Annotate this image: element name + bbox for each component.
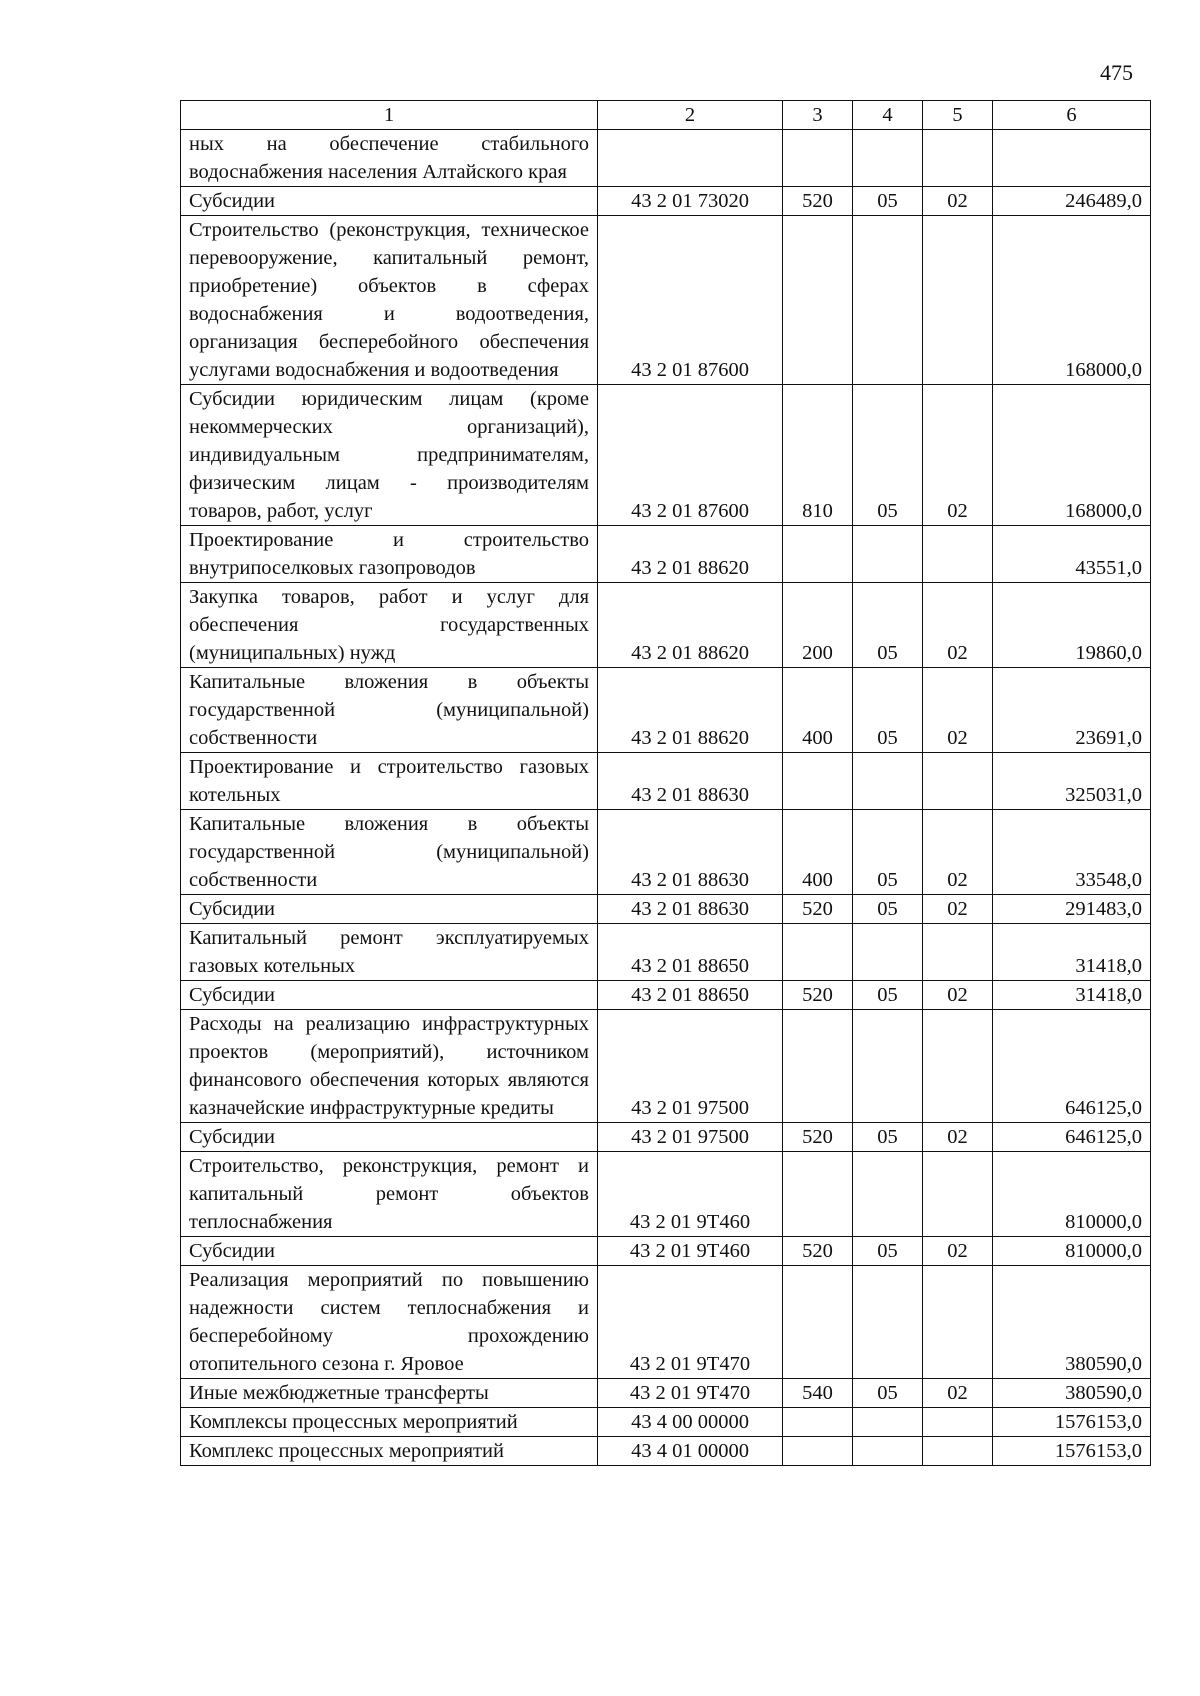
row-description-cell: Капитальные вложения в объекты государственной (муниципальной) собственности [181,810,598,895]
row-column-3-cell: 400 [783,668,853,753]
row-amount-cell: 380590,0 [993,1379,1151,1408]
row-column-4-cell: 05 [853,385,923,526]
row-column-3-cell [783,1010,853,1123]
row-amount-cell: 810000,0 [993,1237,1151,1266]
row-code-cell: 43 4 00 00000 [598,1408,783,1437]
row-amount-cell: 43551,0 [993,526,1151,583]
row-amount-cell: 1576153,0 [993,1408,1151,1437]
row-description-cell: Субсидии [181,1123,598,1152]
row-code-cell: 43 2 01 87600 [598,385,783,526]
row-amount-cell: 23691,0 [993,668,1151,753]
row-column-5-cell: 02 [923,385,993,526]
row-amount-cell: 19860,0 [993,583,1151,668]
row-column-4-cell [853,526,923,583]
row-description-cell: Проектирование и строительство газовых котельных [181,753,598,810]
column-header-5: 5 [923,101,993,130]
row-code-cell: 43 2 01 9Т460 [598,1237,783,1266]
column-header-4: 4 [853,101,923,130]
row-column-4-cell: 05 [853,668,923,753]
row-amount-cell: 646125,0 [993,1010,1151,1123]
row-column-5-cell [923,1437,993,1466]
table-row [181,668,1151,753]
row-column-5-cell [923,1408,993,1437]
row-column-3-cell [783,216,853,385]
row-column-4-cell [853,753,923,810]
row-description-cell: Субсидии юридическим лицам (кроме некоммерческих организаций), индивидуальным предпринимателям, физическим лицам - производителям товаров, работ, услуг [181,385,598,526]
row-column-3-cell: 200 [783,583,853,668]
table-row [181,810,1151,895]
row-description-cell: Капитальный ремонт эксплуатируемых газовых котельных [181,924,598,981]
row-column-3-cell [783,924,853,981]
table-row [181,1237,1151,1266]
table-row [181,583,1151,668]
table-row [181,187,1151,216]
row-column-4-cell: 05 [853,1379,923,1408]
row-amount-cell: 1576153,0 [993,1437,1151,1466]
row-code-cell: 43 2 01 88620 [598,668,783,753]
row-column-3-cell: 520 [783,187,853,216]
row-code-cell: 43 2 01 88630 [598,810,783,895]
row-column-5-cell: 02 [923,810,993,895]
row-code-cell: 43 2 01 88650 [598,924,783,981]
row-code-cell: 43 2 01 9Т470 [598,1379,783,1408]
row-amount-cell [993,130,1151,187]
table-row [181,526,1151,583]
table-row [181,981,1151,1010]
budget-table [180,100,1151,1466]
row-column-5-cell: 02 [923,981,993,1010]
row-amount-cell: 646125,0 [993,1123,1151,1152]
row-description-cell: Строительство (реконструкция, техническое перевооружение, капитальный ремонт, приобретение) объектов в сферах водоснабжения и водоотведения, организация бесперебойного обеспечения услугами водоснабжения и водоотведения [181,216,598,385]
row-column-5-cell [923,130,993,187]
table-row [181,1437,1151,1466]
row-description-cell: Комплекс процессных мероприятий [181,1437,598,1466]
row-amount-cell: 291483,0 [993,895,1151,924]
row-column-5-cell: 02 [923,1123,993,1152]
table-row [181,753,1151,810]
row-amount-cell: 31418,0 [993,924,1151,981]
row-description-cell: Проектирование и строительство внутрипоселковых газопроводов [181,526,598,583]
row-column-4-cell [853,1408,923,1437]
row-description-cell: Расходы на реализацию инфраструктурных проектов (мероприятий), источником финансового обеспечения которых являются казначейские инфраструктурные кредиты [181,1010,598,1123]
page-number: 475 [1100,60,1133,85]
table-row [181,895,1151,924]
table-row [181,1152,1151,1237]
row-column-3-cell [783,1266,853,1379]
row-column-4-cell [853,216,923,385]
row-code-cell: 43 2 01 88620 [598,526,783,583]
row-amount-cell: 33548,0 [993,810,1151,895]
row-column-3-cell: 520 [783,981,853,1010]
row-description-cell: Субсидии [181,187,598,216]
row-description-cell: Субсидии [181,1237,598,1266]
table-row [181,1266,1151,1379]
row-column-3-cell [783,526,853,583]
row-description-cell: Субсидии [181,895,598,924]
column-header-3: 3 [783,101,853,130]
row-code-cell: 43 2 01 9Т460 [598,1152,783,1237]
row-amount-cell: 246489,0 [993,187,1151,216]
column-header-2: 2 [598,101,783,130]
row-amount-cell: 380590,0 [993,1266,1151,1379]
column-header-1: 1 [181,101,598,130]
row-column-3-cell [783,1437,853,1466]
table-row [181,1408,1151,1437]
row-column-5-cell: 02 [923,583,993,668]
row-column-5-cell: 02 [923,668,993,753]
row-code-cell: 43 2 01 97500 [598,1123,783,1152]
row-column-4-cell [853,924,923,981]
row-description-cell: Капитальные вложения в объекты государственной (муниципальной) собственности [181,668,598,753]
row-code-cell: 43 2 01 87600 [598,216,783,385]
row-column-5-cell [923,526,993,583]
row-column-5-cell: 02 [923,1237,993,1266]
table-row [181,1379,1151,1408]
row-column-4-cell [853,1010,923,1123]
row-column-5-cell [923,1266,993,1379]
row-column-4-cell: 05 [853,981,923,1010]
row-amount-cell: 325031,0 [993,753,1151,810]
row-column-4-cell: 05 [853,810,923,895]
row-column-5-cell [923,753,993,810]
table-row [181,1010,1151,1123]
row-description-cell: Комплексы процессных мероприятий [181,1408,598,1437]
row-column-5-cell [923,924,993,981]
row-code-cell: 43 2 01 9Т470 [598,1266,783,1379]
row-column-3-cell: 520 [783,895,853,924]
row-column-4-cell: 05 [853,895,923,924]
row-code-cell: 43 2 01 73020 [598,187,783,216]
row-amount-cell: 168000,0 [993,216,1151,385]
row-column-5-cell: 02 [923,187,993,216]
row-column-4-cell: 05 [853,1123,923,1152]
row-column-3-cell [783,1408,853,1437]
row-column-5-cell: 02 [923,895,993,924]
row-column-5-cell [923,216,993,385]
row-amount-cell: 168000,0 [993,385,1151,526]
row-code-cell: 43 2 01 97500 [598,1010,783,1123]
row-column-3-cell: 540 [783,1379,853,1408]
row-column-4-cell: 05 [853,583,923,668]
row-column-4-cell [853,1152,923,1237]
row-column-3-cell [783,130,853,187]
row-description-cell: Закупка товаров, работ и услуг для обеспечения государственных (муниципальных) нужд [181,583,598,668]
row-column-4-cell [853,1266,923,1379]
table-row [181,385,1151,526]
column-number-row [181,101,1151,130]
row-amount-cell: 810000,0 [993,1152,1151,1237]
row-column-5-cell [923,1152,993,1237]
row-column-4-cell [853,1437,923,1466]
row-column-3-cell [783,753,853,810]
row-amount-cell: 31418,0 [993,981,1151,1010]
row-code-cell [598,130,783,187]
column-header-6: 6 [993,101,1151,130]
row-description-cell: Реализация мероприятий по повышению надежности систем теплоснабжения и бесперебойному прохождению отопительного сезона г. Яровое [181,1266,598,1379]
row-column-3-cell: 400 [783,810,853,895]
row-description-cell: ных на обеспечение стабильного водоснабжения населения Алтайского края [181,130,598,187]
row-description-cell: Иные межбюджетные трансферты [181,1379,598,1408]
row-code-cell: 43 2 01 88630 [598,895,783,924]
row-column-4-cell: 05 [853,1237,923,1266]
table-row [181,1123,1151,1152]
row-code-cell: 43 2 01 88620 [598,583,783,668]
row-code-cell: 43 4 01 00000 [598,1437,783,1466]
row-column-3-cell: 520 [783,1123,853,1152]
row-column-4-cell [853,130,923,187]
row-column-3-cell: 520 [783,1237,853,1266]
row-column-4-cell: 05 [853,187,923,216]
row-description-cell: Субсидии [181,981,598,1010]
table-row [181,924,1151,981]
row-description-cell: Строительство, реконструкция, ремонт и капитальный ремонт объектов теплоснабжения [181,1152,598,1237]
row-column-3-cell: 810 [783,385,853,526]
row-column-5-cell: 02 [923,1379,993,1408]
row-column-5-cell [923,1010,993,1123]
table-row [181,216,1151,385]
row-code-cell: 43 2 01 88650 [598,981,783,1010]
row-code-cell: 43 2 01 88630 [598,753,783,810]
table-row [181,130,1151,187]
row-column-3-cell [783,1152,853,1237]
